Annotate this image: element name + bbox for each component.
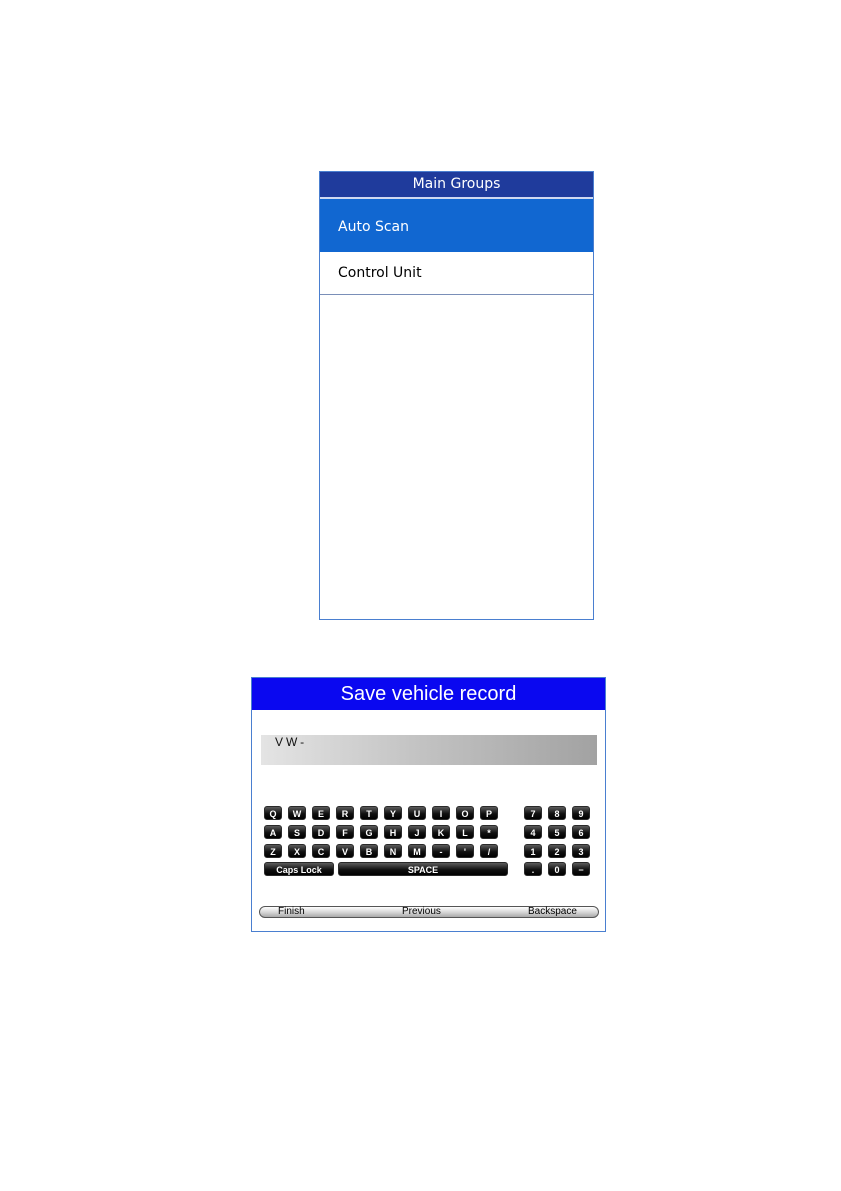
key-c[interactable]: C xyxy=(312,844,330,858)
space-key[interactable]: SPACE xyxy=(338,862,508,876)
save-record-title: Save vehicle record xyxy=(252,678,605,710)
key-f[interactable]: F xyxy=(336,825,354,839)
key-a[interactable]: A xyxy=(264,825,282,839)
key-i[interactable]: I xyxy=(432,806,450,820)
key-b[interactable]: B xyxy=(360,844,378,858)
key-h[interactable]: H xyxy=(384,825,402,839)
key-v[interactable]: V xyxy=(336,844,354,858)
key-5[interactable]: 5 xyxy=(548,825,566,839)
key-asterisk[interactable]: * xyxy=(480,825,498,839)
key-o[interactable]: O xyxy=(456,806,474,820)
key-2[interactable]: 2 xyxy=(548,844,566,858)
key-l[interactable]: L xyxy=(456,825,474,839)
key-dot[interactable]: . xyxy=(524,862,542,876)
backspace-button[interactable]: Backspace xyxy=(528,906,577,917)
key-1[interactable]: 1 xyxy=(524,844,542,858)
key-w[interactable]: W xyxy=(288,806,306,820)
function-bar xyxy=(259,906,599,918)
key-minus[interactable]: − xyxy=(572,862,590,876)
key-4[interactable]: 4 xyxy=(524,825,542,839)
key-7[interactable]: 7 xyxy=(524,806,542,820)
key-r[interactable]: R xyxy=(336,806,354,820)
key-6[interactable]: 6 xyxy=(572,825,590,839)
key-9[interactable]: 9 xyxy=(572,806,590,820)
key-d[interactable]: D xyxy=(312,825,330,839)
key-m[interactable]: M xyxy=(408,844,426,858)
key-apostrophe[interactable]: ' xyxy=(456,844,474,858)
key-q[interactable]: Q xyxy=(264,806,282,820)
key-z[interactable]: Z xyxy=(264,844,282,858)
finish-button[interactable]: Finish xyxy=(278,906,305,917)
key-p[interactable]: P xyxy=(480,806,498,820)
key-x[interactable]: X xyxy=(288,844,306,858)
save-vehicle-record-screen xyxy=(251,677,606,932)
key-3[interactable]: 3 xyxy=(572,844,590,858)
key-e[interactable]: E xyxy=(312,806,330,820)
key-slash[interactable]: / xyxy=(480,844,498,858)
key-u[interactable]: U xyxy=(408,806,426,820)
key-k[interactable]: K xyxy=(432,825,450,839)
key-n[interactable]: N xyxy=(384,844,402,858)
key-s[interactable]: S xyxy=(288,825,306,839)
record-name-input[interactable]: VW- xyxy=(261,735,597,765)
key-y[interactable]: Y xyxy=(384,806,402,820)
key-hyphen[interactable]: - xyxy=(432,844,450,858)
menu-item-auto-scan[interactable]: Auto Scan xyxy=(320,199,593,252)
previous-button[interactable]: Previous xyxy=(402,906,441,917)
key-t[interactable]: T xyxy=(360,806,378,820)
menu-item-control-unit[interactable]: Control Unit xyxy=(320,252,593,295)
key-0[interactable]: 0 xyxy=(548,862,566,876)
main-groups-screen xyxy=(319,171,594,620)
key-g[interactable]: G xyxy=(360,825,378,839)
main-groups-title: Main Groups xyxy=(320,172,593,199)
key-8[interactable]: 8 xyxy=(548,806,566,820)
key-j[interactable]: J xyxy=(408,825,426,839)
caps-lock-key[interactable]: Caps Lock xyxy=(264,862,334,876)
